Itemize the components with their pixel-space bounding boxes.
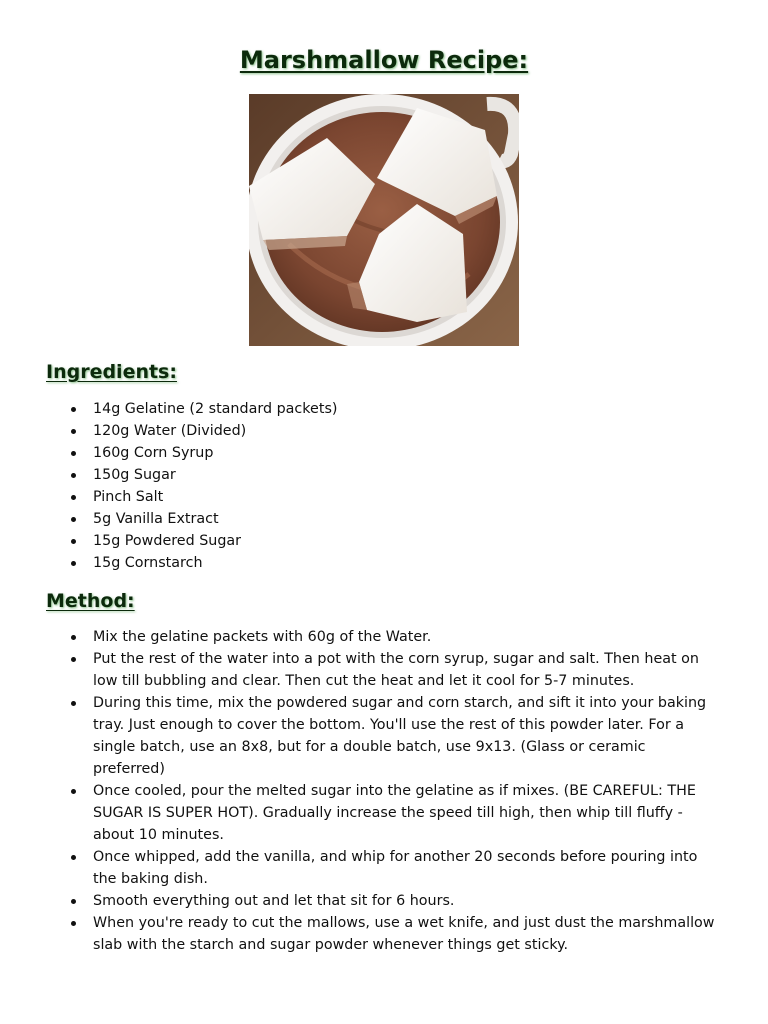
ingredients-list <box>70 398 720 574</box>
list-item: 160g Corn Syrup <box>70 442 720 464</box>
page-title: Marshmallow Recipe: <box>239 46 529 74</box>
hot-chocolate-with-marshmallows-photo <box>249 94 519 346</box>
list-item: 5g Vanilla Extract <box>70 508 720 530</box>
list-item: Put the rest of the water into a pot with the corn syrup, sugar and salt. Then heat on low till bubbling and clear. Then cut the heat and let it cool for 5-7 minutes. <box>70 648 720 692</box>
list-item: Once whipped, add the vanilla, and whip for another 20 seconds before pouring into the baking dish. <box>70 846 720 890</box>
list-item: When you're ready to cut the mallows, use a wet knife, and just dust the marshmallow slab with the starch and sugar powder whenever things get sticky. <box>70 912 720 956</box>
list-item: Mix the gelatine packets with 60g of the Water. <box>70 626 720 648</box>
list-item: Once cooled, pour the melted sugar into the gelatine as if mixes. (BE CAREFUL: THE SUGAR IS SUPER HOT). Gradually increase the speed till high, then whip till fluffy - about 10 minutes. <box>70 780 720 846</box>
method-list <box>70 626 720 956</box>
method-heading: Method: <box>46 590 135 612</box>
recipe-photo <box>249 94 519 346</box>
list-item: 150g Sugar <box>70 464 720 486</box>
list-item: 14g Gelatine (2 standard packets) <box>70 398 720 420</box>
list-item: 15g Powdered Sugar <box>70 530 720 552</box>
list-item: Smooth everything out and let that sit for 6 hours. <box>70 890 720 912</box>
list-item: 120g Water (Divided) <box>70 420 720 442</box>
list-item: 15g Cornstarch <box>70 552 720 574</box>
list-item: Pinch Salt <box>70 486 720 508</box>
ingredients-heading: Ingredients: <box>46 361 177 383</box>
list-item: During this time, mix the powdered sugar and corn starch, and sift it into your baking tray. Just enough to cover the bottom. You'll use the rest of this powder later. For a single batch, use an 8x8, but for a double batch, use 9x13. (Glass or ceramic preferred) <box>70 692 720 780</box>
